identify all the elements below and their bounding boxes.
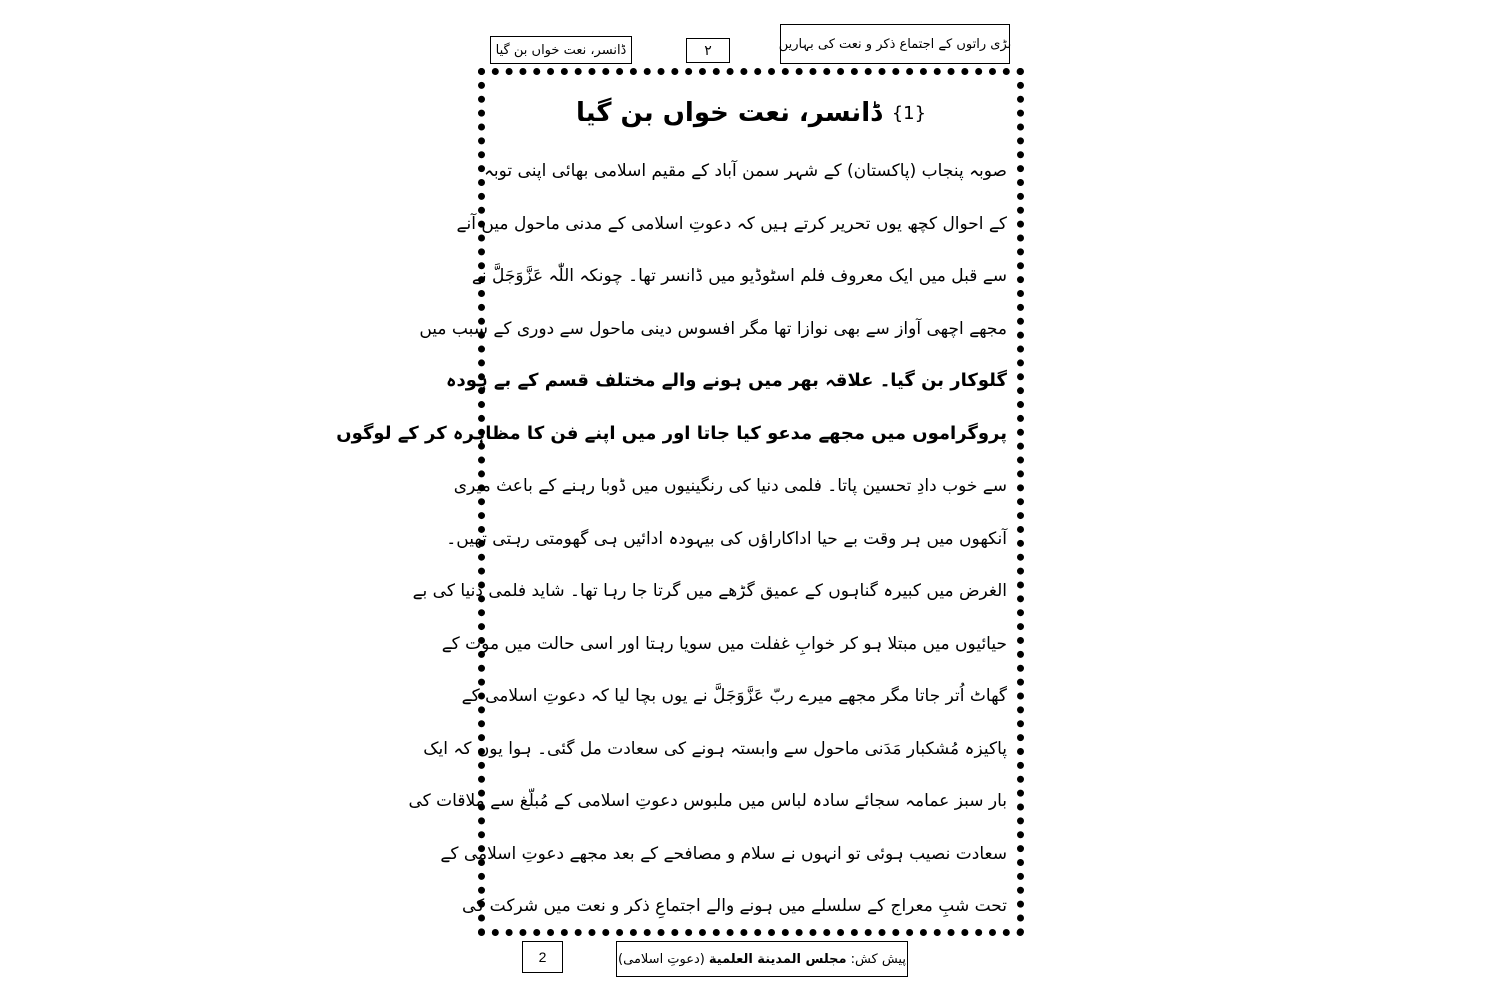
text-line: تحت شبِ معراج کے سلسلے میں ہونے والے اجتماعِ ذکر و نعت میں شرکت کی: [462, 896, 1007, 916]
text-line: مجھے اچھی آواز سے بھی نوازا تھا مگر افسوس دینی ماحول سے دوری کے سبب میں: [419, 318, 1007, 339]
story-title: ڈانسر، نعت خواں بن گیا: [575, 98, 882, 128]
text-line: صوبہ پنجاب (پاکستان) کے شہر سمن آباد کے مقیم اسلامی بھائی اپنی توبہ: [483, 161, 1007, 181]
text-line: سے قبل میں ایک معروف فلم اسٹوڈیو میں ڈانسر تھا۔ چونکہ اللّٰہ عَزَّوَجَلَّ نے: [471, 266, 1007, 286]
text-line: حیائیوں میں مبتلا ہو کر خوابِ غفلت میں سویا رہتا اور اسی حالت میں موت کے: [441, 633, 1007, 654]
text-line: گلوکار بن گیا۔ علاقہ بھر میں ہونے والے مختلف قسم کے بے ہودہ: [446, 370, 1007, 391]
text-line: بار سبز عمامہ سجائے سادہ لباس میں ملبوس دعوتِ اسلامی کے مُبلّغ سے ملاقات کی: [408, 791, 1007, 811]
footer-credit-prefix: پیش کش:: [850, 951, 906, 967]
text-line: سعادت نصیب ہوئی تو انہوں نے سلام و مصافحے کے بعد مجھے دعوتِ اسلامی کے: [440, 843, 1007, 864]
page-body: [336, 81, 1007, 923]
header-page-number: ٢: [686, 38, 730, 63]
story-number: {1}: [891, 102, 927, 124]
header-book-title: بڑی راتوں کے اجتماع ذکر و نعت کی بہاریں: [780, 24, 1010, 64]
text-line: گھاٹ اُتر جاتا مگر مجھے میرے ربّ عَزَّوَجَلَّ نے یوں بچا لیا کہ دعوتِ اسلامی کے: [461, 686, 1007, 706]
text-line: کے احوال کچھ یوں تحریر کرتے ہیں کہ دعوتِ اسلامی کے مدنی ماحول میں آنے: [456, 213, 1007, 234]
text-line: پروگراموں میں مجھے مدعو کیا جاتا اور میں اپنے فن کا مظاہرہ کر کے لوگوں: [336, 422, 1007, 444]
text-line: سے خوب دادِ تحسین پاتا۔ فلمی دنیا کی رنگینیوں میں ڈوبا رہنے کے باعث میری: [453, 476, 1007, 496]
footer-publisher-credit: [616, 941, 908, 977]
header-chapter-title: ڈانسر، نعت خواں بن گیا: [490, 36, 632, 64]
page-border-frame: [336, 68, 1024, 936]
footer-credit-suffix: (دعوتِ اسلامی): [618, 951, 705, 967]
text-line: آنکھوں میں ہر وقت بے حیا اداکاراؤں کی بیہودہ ادائیں ہی گھومتی رہتی تھیں۔: [446, 528, 1007, 549]
footer-credit-org: مجلس المدينة العلمية: [708, 951, 847, 967]
story-heading: [495, 81, 1007, 145]
text-line: پاکیزہ مُشکبار مَدَنی ماحول سے وابستہ ہونے کی سعادت مل گئی۔ ہوا یوں کہ ایک: [423, 738, 1007, 759]
text-line: الغرض میں کبیرہ گناہوں کے عمیق گڑھے میں گرتا جا رہا تھا۔ شاید فلمی دنیا کی بے: [412, 581, 1007, 601]
footer-page-number: 2: [522, 941, 563, 973]
